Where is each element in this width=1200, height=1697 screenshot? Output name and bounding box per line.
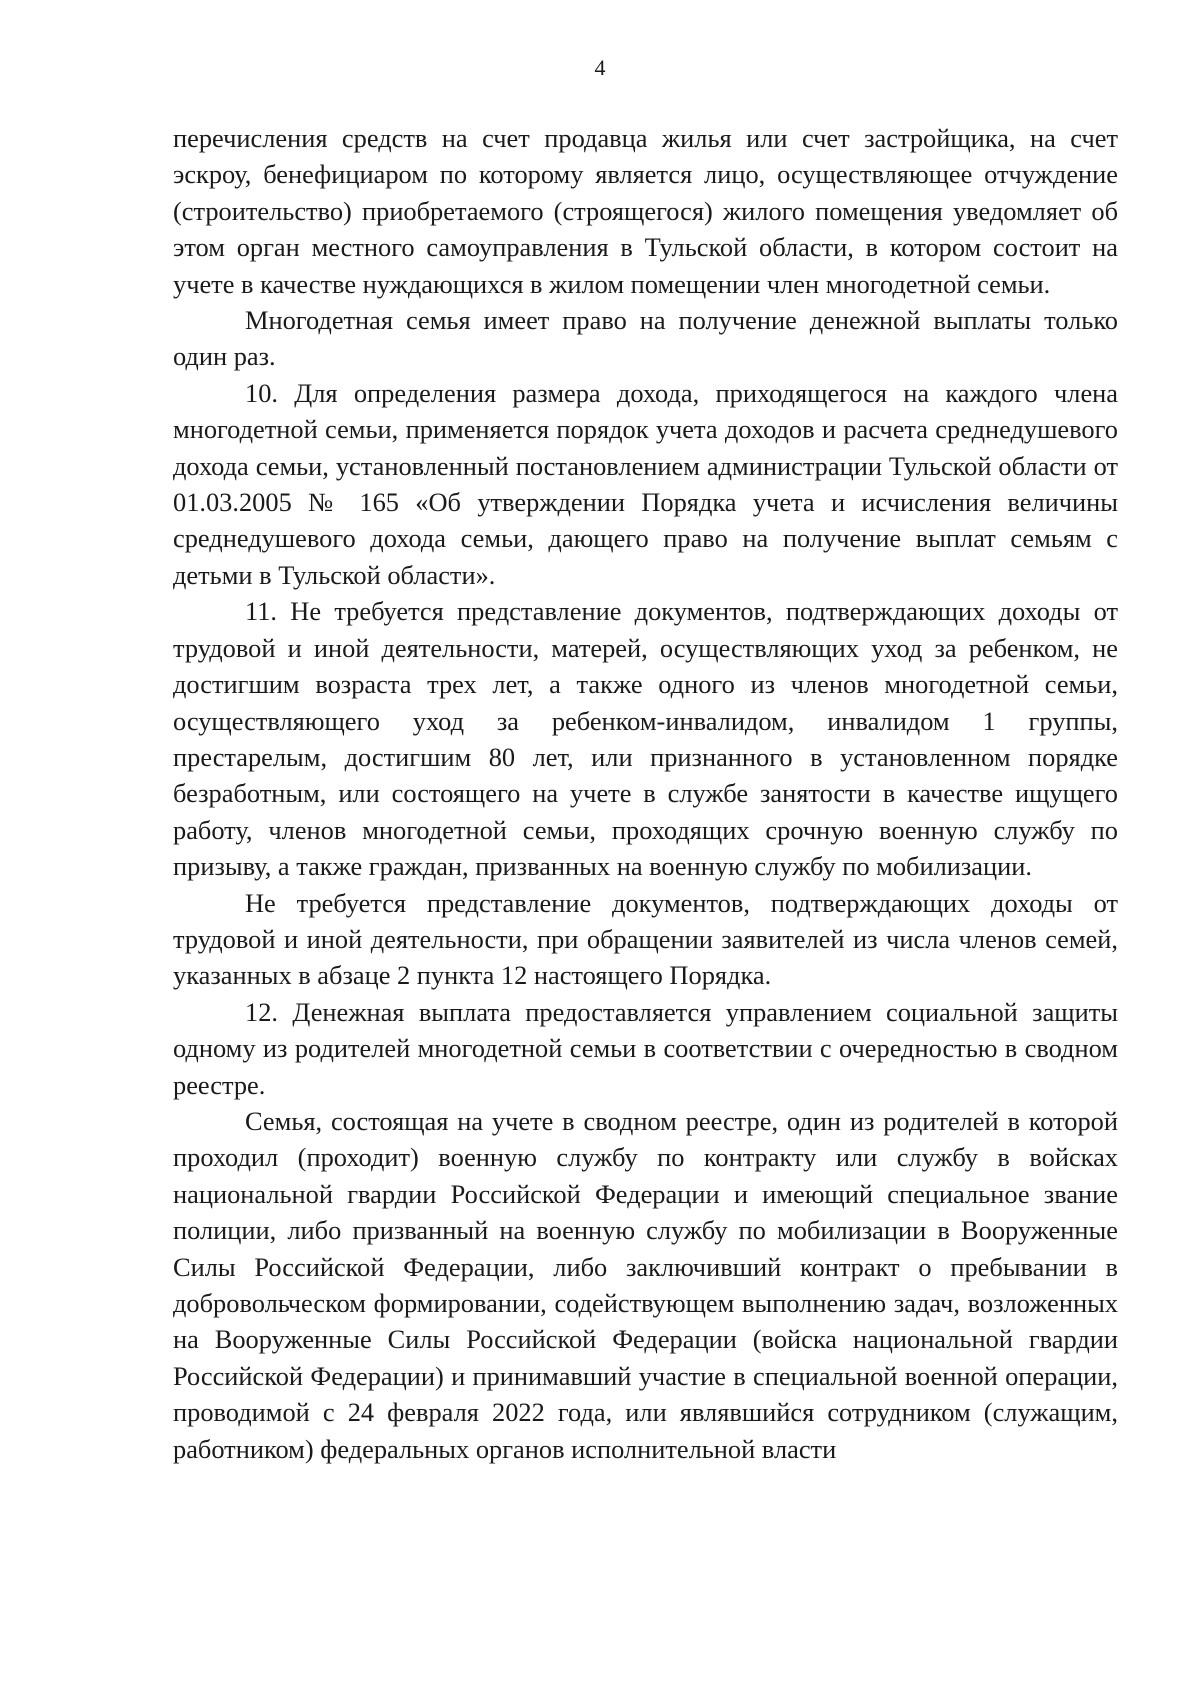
- paragraph-item-11-second: Не требуется представление документов, подтверждающих доходы от трудовой и иной деятельности, при обращении заявителей из числа членов семей, указанных в абзаце 2 пункта 12 настоящего Порядка.: [173, 887, 1118, 991]
- paragraph-single-payment: Многодетная семья имеет право на получение денежной выплаты только один раз.: [173, 305, 1118, 372]
- page-number: 4: [594, 55, 606, 80]
- paragraph-item-12: 12. Денежная выплата предоставляется управлением социальной защиты одному из родителей многодетной семьи в соответствии с очередностью в сводном реестре.: [173, 996, 1118, 1100]
- document-body: [173, 120, 1118, 1467]
- paragraph-item-10: 10. Для определения размера дохода, приходящегося на каждого члена многодетной семьи, применяется порядок учета доходов и расчета среднедушевого дохода семьи, установленный постановлением администрации Тульской области от 01.03.2005 № 165 «Об утверждении Порядка учета и исчисления величины среднедушевого дохода семьи, дающего право на получение выплат семьям с детьми в Тульской области».: [173, 377, 1118, 590]
- paragraph-continuation: перечисления средств на счет продавца жилья или счет застройщика, на счет эскроу, бенефициаром по которому является лицо, осуществляющее отчуждение (строительство) приобретаемого (строящегося) жилого помещения уведомляет об этом орган местного самоуправления в Тульской области, в котором состоит на учете в качестве нуждающихся в жилом помещении член многодетной семьи.: [173, 123, 1118, 299]
- paragraph-item-11: 11. Не требуется представление документов, подтверждающих доходы от трудовой и иной деятельности, матерей, осуществляющих уход за ребенком, не достигшим возраста трех лет, а также одного из членов многодетной семьи, осуществляющего уход за ребенком-инвалидом, инвалидом 1 группы, престарелым, достигшим 80 лет, или признанного в установленном порядке безработным, или состоящего на учете в службе занятости в качестве ищущего работу, членов многодетной семьи, проходящих срочную военную службу по призыву, а также граждан, призванных на военную службу по мобилизации.: [173, 596, 1118, 882]
- paragraph-item-12-second: Семья, состоящая на учете в сводном реестре, один из родителей в которой проходил (проходит) военную службу по контракту или службу в войсках национальной гвардии Российской Федерации и имеющий специальное звание полиции, либо призванный на военную службу по мобилизации в Вооруженные Силы Российской Федерации, либо заключивший контракт о пребывании в добровольческом формировании, содействующем выполнению задач, возложенных на Вооруженные Силы Российской Федерации (войска национальной гвардии Российской Федерации) и принимавший участие в специальной военной операции, проводимой с 24 февраля 2022 года, или являвшийся сотрудником (служащим, работником) федеральных органов исполнительной власти: [173, 1105, 1118, 1464]
